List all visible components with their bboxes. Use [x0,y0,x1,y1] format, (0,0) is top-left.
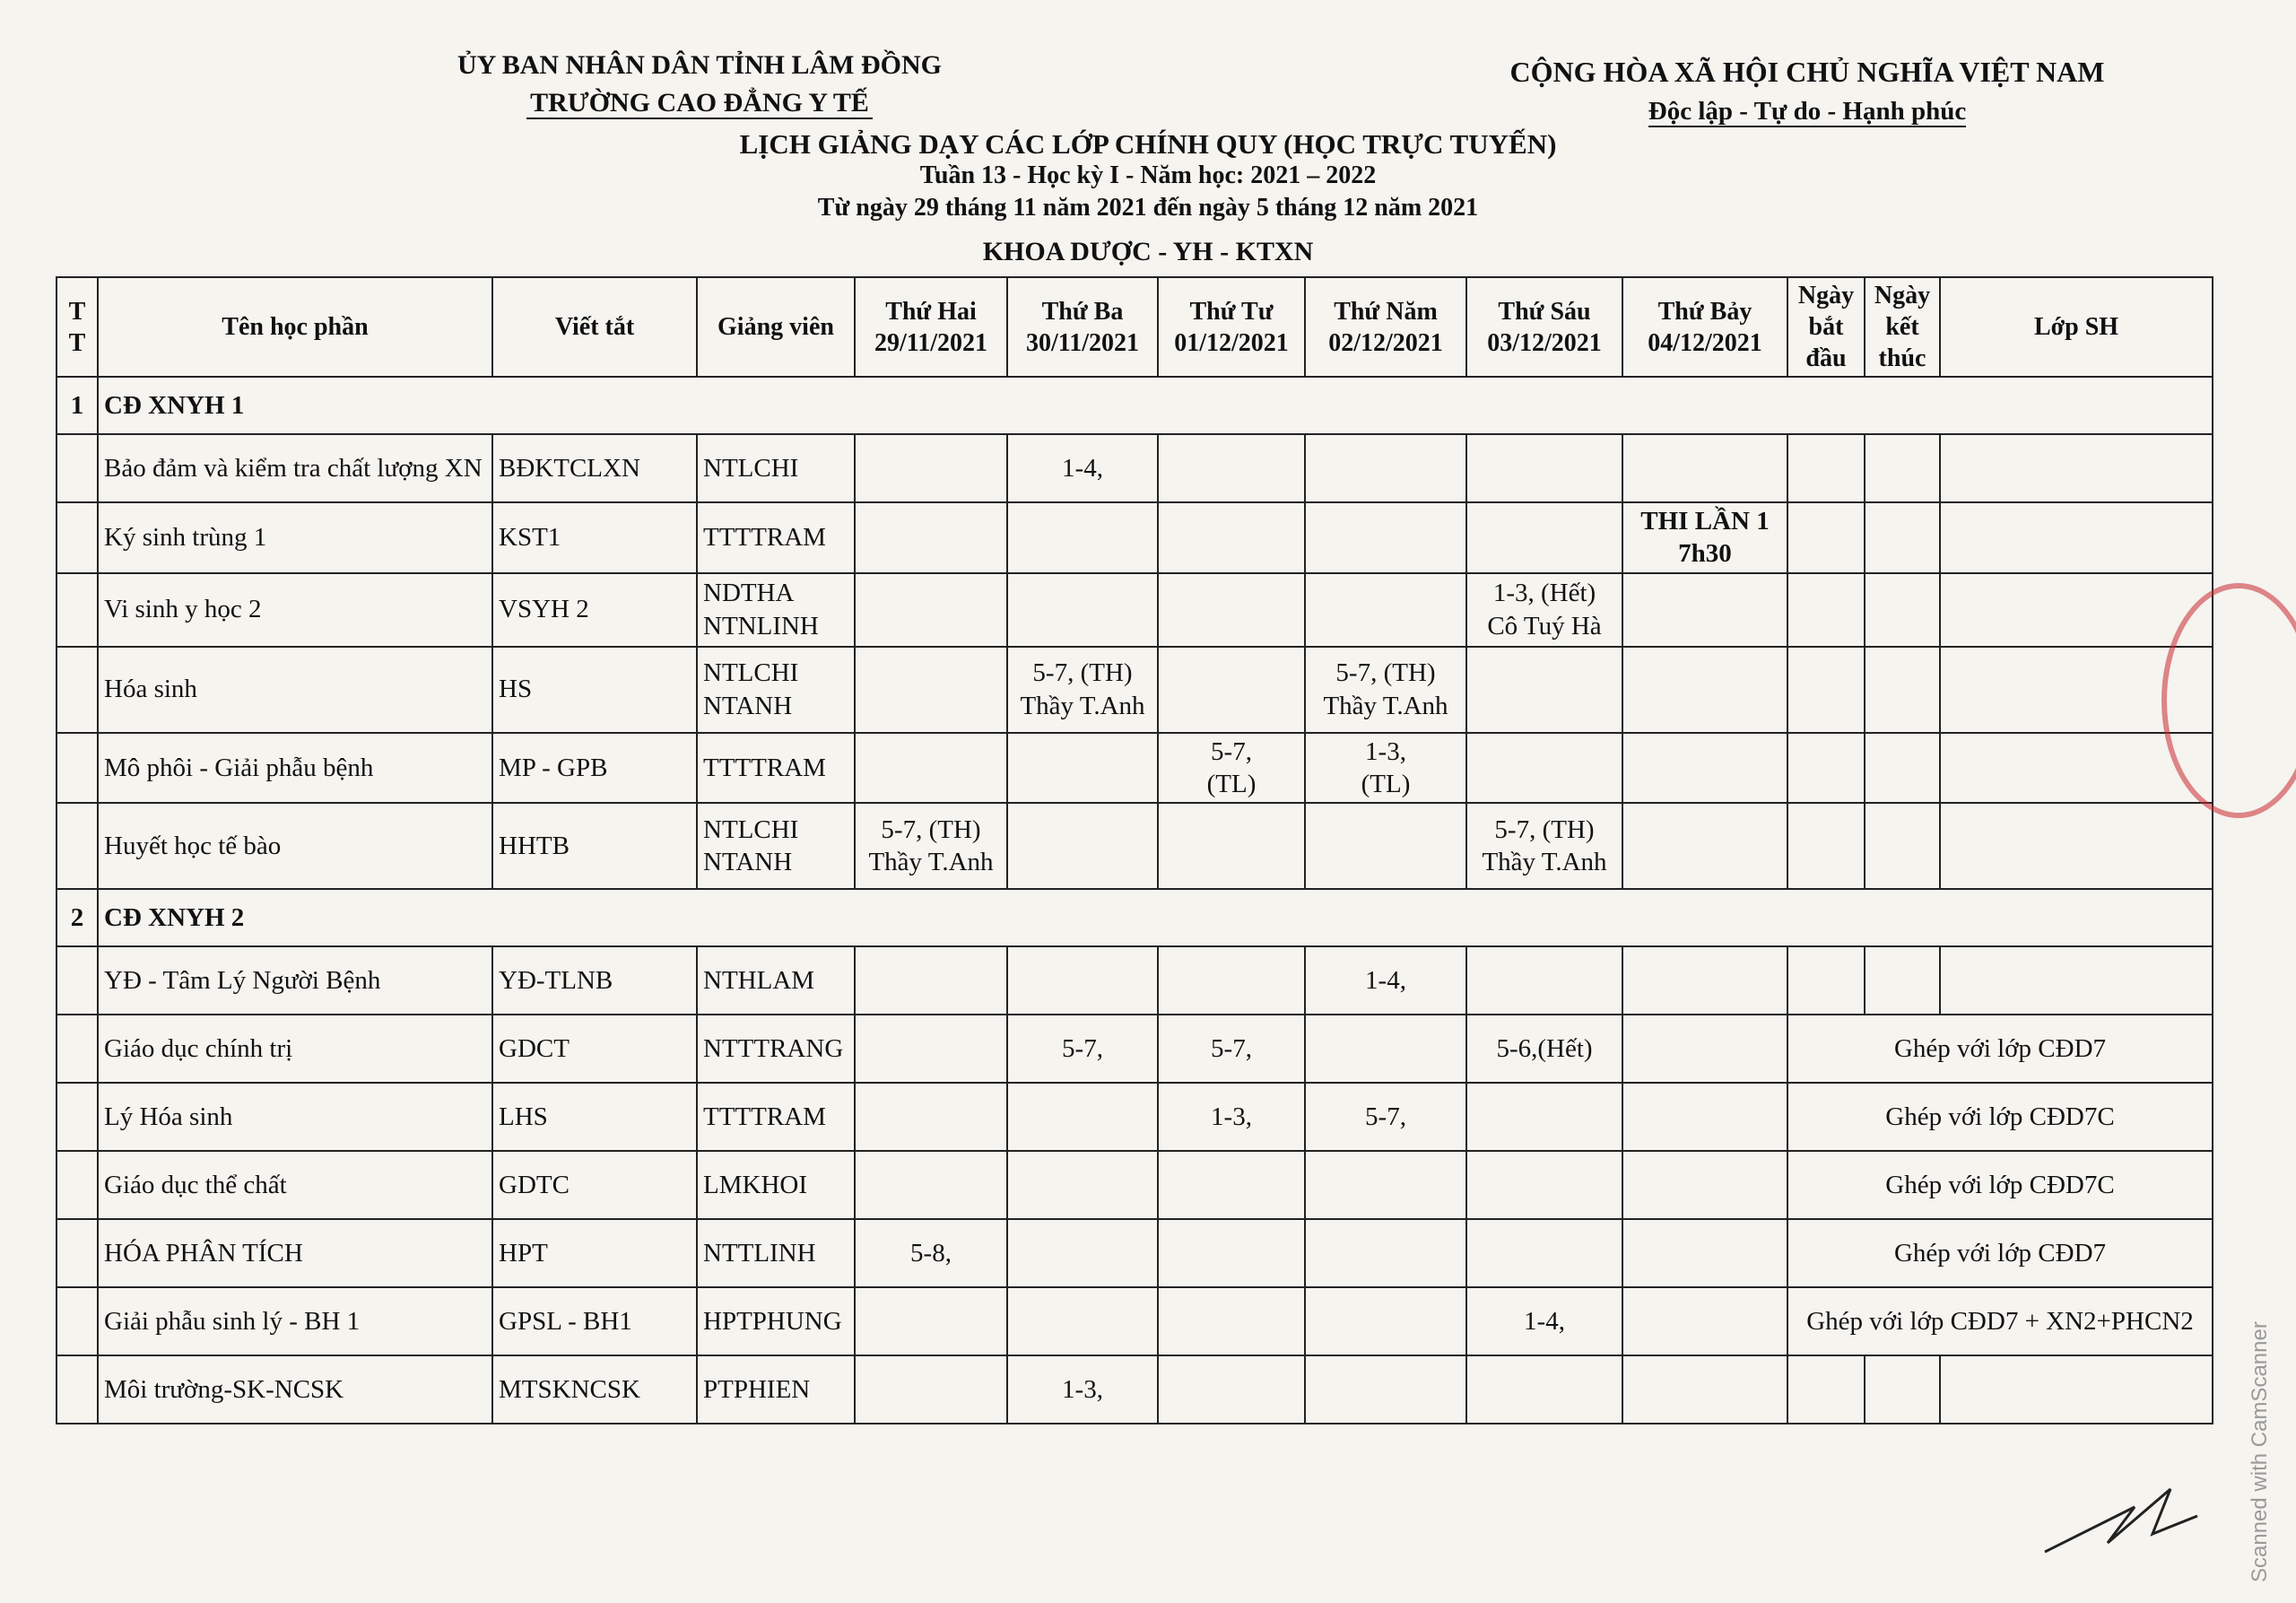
col-class: Lớp SH [1940,277,2213,377]
table-row [57,573,2213,647]
row-tt [57,647,98,733]
row-tt [57,803,98,889]
day-cell-fri: 5-6,(Hết) [1466,1015,1622,1083]
col-day [1466,277,1622,377]
subject-cell: Bảo đảm và kiểm tra chất lượng XN [98,434,492,502]
start-date-cell [1787,573,1865,647]
day-cell-sat [1622,946,1787,1015]
nation-title: CỘNG HÒA XÃ HỘI CHỦ NGHĨA VIỆT NAM [1509,56,2105,88]
faculty-name: KHOA DƯỢC - YH - KTXN [982,237,1314,266]
day-cell-thu: 1-4, [1305,946,1466,1015]
row-tt [57,502,98,573]
document-title: LỊCH GIẢNG DẠY CÁC LỚP CHÍNH QUY (HỌC TRỰC TUYẾN) [739,128,1557,160]
day-cell-wed [1158,1219,1305,1287]
day-cell-tue [1007,733,1158,804]
day-cell-mon [855,434,1007,502]
day-cell-mon [855,733,1007,804]
class-cell [1940,434,2213,502]
day-cell-thu [1305,1355,1466,1424]
day-cell-wed [1158,647,1305,733]
class-note: Ghép với lớp CĐD7C [1787,1151,2213,1219]
col-end-date: Ngày kết thúc [1865,277,1940,377]
day-cell-mon [855,647,1007,733]
lecturer-cell: NTTTRANG [697,1015,855,1083]
abbr-cell: MTSKNCSK [492,1355,697,1424]
day-cell-fri [1466,1151,1622,1219]
day-cell-fri [1466,434,1622,502]
table-row [57,733,2213,804]
day-cell-sat [1622,1151,1787,1219]
day-cell-fri [1466,1355,1622,1424]
row-tt [57,1083,98,1151]
row-tt [57,1219,98,1287]
subject-cell: Giáo dục chính trị [98,1015,492,1083]
subject-cell: Mô phôi - Giải phẫu bệnh [98,733,492,804]
day-cell-sat: THI LẦN 1 7h30 [1622,502,1787,573]
day-cell-wed [1158,803,1305,889]
day-cell-thu [1305,502,1466,573]
abbr-cell: GDCT [492,1015,697,1083]
day-name: Thứ Bảy [1657,297,1752,326]
day-cell-thu [1305,1219,1466,1287]
lecturer-cell: NTLCHI NTANH [697,803,855,889]
day-cell-wed [1158,502,1305,573]
day-cell-sat [1622,1219,1787,1287]
start-date-cell [1787,502,1865,573]
row-tt [57,434,98,502]
class-cell [1940,946,2213,1015]
day-date: 03/12/2021 [1487,328,1602,357]
day-cell-tue: 5-7, (TH) Thầy T.Anh [1007,647,1158,733]
end-date-cell [1865,434,1940,502]
abbr-cell: GPSL - BH1 [492,1287,697,1355]
day-cell-mon: 5-8, [855,1219,1007,1287]
day-cell-tue [1007,1219,1158,1287]
day-cell-thu [1305,1151,1466,1219]
day-cell-fri [1466,502,1622,573]
row-tt [57,573,98,647]
abbr-cell: KST1 [492,502,697,573]
abbr-cell: GDTC [492,1151,697,1219]
day-name: Thứ Sáu [1498,297,1591,326]
lecturer-cell: TTTTRAM [697,502,855,573]
table-row [57,946,2213,1015]
day-cell-tue: 1-4, [1007,434,1158,502]
day-cell-mon [855,1015,1007,1083]
day-cell-thu: 1-3, (TL) [1305,733,1466,804]
lecturer-cell: NTTLINH [697,1219,855,1287]
col-tt: T T [57,277,98,377]
row-tt [57,946,98,1015]
subject-cell: HÓA PHÂN TÍCH [98,1219,492,1287]
col-day [1622,277,1787,377]
day-cell-thu [1305,573,1466,647]
class-cell [1940,803,2213,889]
class-note: Ghép với lớp CĐD7 + XN2+PHCN2 [1787,1287,2213,1355]
day-cell-tue [1007,1151,1158,1219]
day-cell-wed [1158,573,1305,647]
lecturer-cell: TTTTRAM [697,1083,855,1151]
day-cell-wed: 1-3, [1158,1083,1305,1151]
nation-motto-text: Độc lập - Tự do - Hạnh phúc [1648,97,1967,126]
day-cell-tue [1007,502,1158,573]
day-cell-mon [855,1151,1007,1219]
day-cell-tue [1007,803,1158,889]
day-cell-wed: 5-7, [1158,1015,1305,1083]
lecturer-cell: NDTHA NTNLINH [697,573,855,647]
lecturer-cell: TTTTRAM [697,733,855,804]
col-abbr: Viết tắt [492,277,697,377]
camscanner-watermark [2233,1256,2287,1597]
day-cell-tue: 1-3, [1007,1355,1158,1424]
class-cell [1940,1355,2213,1424]
col-day [1158,277,1305,377]
day-date: 02/12/2021 [1328,328,1443,357]
abbr-cell: HS [492,647,697,733]
end-date-cell [1865,647,1940,733]
start-date-cell [1787,803,1865,889]
day-cell-sat [1622,1355,1787,1424]
nation-motto [1426,97,2188,126]
day-cell-wed: 5-7, (TL) [1158,733,1305,804]
day-name: Thứ Năm [1334,297,1438,326]
day-date: 04/12/2021 [1648,328,1762,357]
day-cell-sat [1622,733,1787,804]
day-cell-fri [1466,733,1622,804]
week-info: Tuần 13 - Học kỳ I - Năm học: 2021 – 2022 [919,161,1377,189]
schedule-table [56,276,2213,1424]
day-cell-fri: 1-4, [1466,1287,1622,1355]
day-cell-sat [1622,1083,1787,1151]
col-day [855,277,1007,377]
day-cell-mon: 5-7, (TH) Thầy T.Anh [855,803,1007,889]
lecturer-cell: NTLCHI NTANH [697,647,855,733]
subject-cell: Hóa sinh [98,647,492,733]
day-cell-sat [1622,1287,1787,1355]
day-cell-tue [1007,1083,1158,1151]
day-cell-fri [1466,1083,1622,1151]
group-index: 2 [57,889,98,946]
start-date-cell [1787,647,1865,733]
group-row [57,889,2213,946]
day-cell-wed [1158,1151,1305,1219]
day-cell-mon [855,1287,1007,1355]
class-note: Ghép với lớp CĐD7 [1787,1015,2213,1083]
day-cell-sat [1622,573,1787,647]
row-tt [57,1355,98,1424]
school-name [341,88,1058,118]
subject-cell: Môi trường-SK-NCSK [98,1355,492,1424]
day-cell-mon [855,502,1007,573]
subject-cell: Huyết học tế bào [98,803,492,889]
abbr-cell: BĐKTCLXN [492,434,697,502]
day-cell-wed [1158,1355,1305,1424]
agency-name: ỦY BAN NHÂN DÂN TỈNH LÂM ĐỒNG [457,50,942,80]
day-cell-fri [1466,1219,1622,1287]
table-row [57,1355,2213,1424]
day-cell-thu: 5-7, (TH) Thầy T.Anh [1305,647,1466,733]
abbr-cell: HPT [492,1219,697,1287]
day-cell-fri: 1-3, (Hết) Cô Tuý Hà [1466,573,1622,647]
lecturer-cell: NTHLAM [697,946,855,1015]
col-subject: Tên học phần [98,277,492,377]
col-day [1007,277,1158,377]
table-row [57,434,2213,502]
day-cell-thu [1305,434,1466,502]
day-name: Thứ Hai [885,297,977,326]
class-cell [1940,573,2213,647]
group-name: CĐ XNYH 1 [98,377,2213,434]
schedule-body [57,377,2213,1424]
day-cell-wed [1158,946,1305,1015]
end-date-cell [1865,1355,1940,1424]
day-cell-mon [855,946,1007,1015]
lecturer-cell: NTLCHI [697,434,855,502]
abbr-cell: VSYH 2 [492,573,697,647]
day-cell-sat [1622,647,1787,733]
end-date-cell [1865,573,1940,647]
subject-cell: Lý Hóa sinh [98,1083,492,1151]
day-cell-fri [1466,946,1622,1015]
class-note: Ghép với lớp CĐD7C [1787,1083,2213,1151]
start-date-cell [1787,434,1865,502]
table-row [57,1015,2213,1083]
day-cell-thu [1305,803,1466,889]
table-row [57,1219,2213,1287]
day-cell-tue [1007,946,1158,1015]
subject-cell: Giải phẫu sinh lý - BH 1 [98,1287,492,1355]
signature [2027,1453,2206,1561]
day-cell-tue [1007,573,1158,647]
day-cell-sat [1622,803,1787,889]
row-tt [57,1287,98,1355]
subject-cell: Ký sinh trùng 1 [98,502,492,573]
day-date: 30/11/2021 [1025,328,1139,357]
table-row [57,1151,2213,1219]
col-start-date: Ngày bắt đầu [1787,277,1865,377]
row-tt [57,733,98,804]
subject-cell: Giáo dục thể chất [98,1151,492,1219]
col-lecturer: Giảng viên [697,277,855,377]
day-cell-thu [1305,1287,1466,1355]
end-date-cell [1865,946,1940,1015]
subject-cell: YĐ - Tâm Lý Người Bệnh [98,946,492,1015]
day-cell-thu: 5-7, [1305,1083,1466,1151]
abbr-cell: LHS [492,1083,697,1151]
day-date: 29/11/2021 [874,328,987,357]
day-cell-sat [1622,1015,1787,1083]
row-tt [57,1015,98,1083]
school-name-text: TRƯỜNG CAO ĐẲNG Y TẾ [526,88,873,119]
day-cell-sat [1622,434,1787,502]
day-name: Thứ Tư [1189,297,1274,326]
day-date: 01/12/2021 [1174,328,1289,357]
group-name: CĐ XNYH 2 [98,889,2213,946]
day-cell-tue [1007,1287,1158,1355]
lecturer-cell: HPTPHUNG [697,1287,855,1355]
table-row [57,502,2213,573]
start-date-cell [1787,1355,1865,1424]
col-day [1305,277,1466,377]
day-cell-thu [1305,1015,1466,1083]
start-date-cell [1787,733,1865,804]
class-cell [1940,502,2213,573]
table-row [57,1287,2213,1355]
end-date-cell [1865,803,1940,889]
day-name: Thứ Ba [1041,297,1124,326]
end-date-cell [1865,502,1940,573]
day-cell-mon [855,1355,1007,1424]
table-row [57,647,2213,733]
day-cell-fri [1466,647,1622,733]
day-cell-wed [1158,434,1305,502]
row-tt [57,1151,98,1219]
day-cell-fri: 5-7, (TH) Thầy T.Anh [1466,803,1622,889]
table-row [57,1083,2213,1151]
day-cell-mon [855,1083,1007,1151]
class-note: Ghép với lớp CĐD7 [1787,1219,2213,1287]
day-cell-mon [855,573,1007,647]
abbr-cell: MP - GPB [492,733,697,804]
end-date-cell [1865,733,1940,804]
day-cell-wed [1158,1287,1305,1355]
start-date-cell [1787,946,1865,1015]
table-row [57,803,2213,889]
group-index: 1 [57,377,98,434]
abbr-cell: YĐ-TLNB [492,946,697,1015]
watermark-text: Scanned with CamScanner [2248,1321,2272,1582]
header-row [57,277,2213,377]
date-range: Từ ngày 29 tháng 11 năm 2021 đến ngày 5 tháng 12 năm 2021 [817,194,1479,222]
abbr-cell: HHTB [492,803,697,889]
day-cell-tue: 5-7, [1007,1015,1158,1083]
group-row [57,377,2213,434]
lecturer-cell: LMKHOI [697,1151,855,1219]
subject-cell: Vi sinh y học 2 [98,573,492,647]
lecturer-cell: PTPHIEN [697,1355,855,1424]
